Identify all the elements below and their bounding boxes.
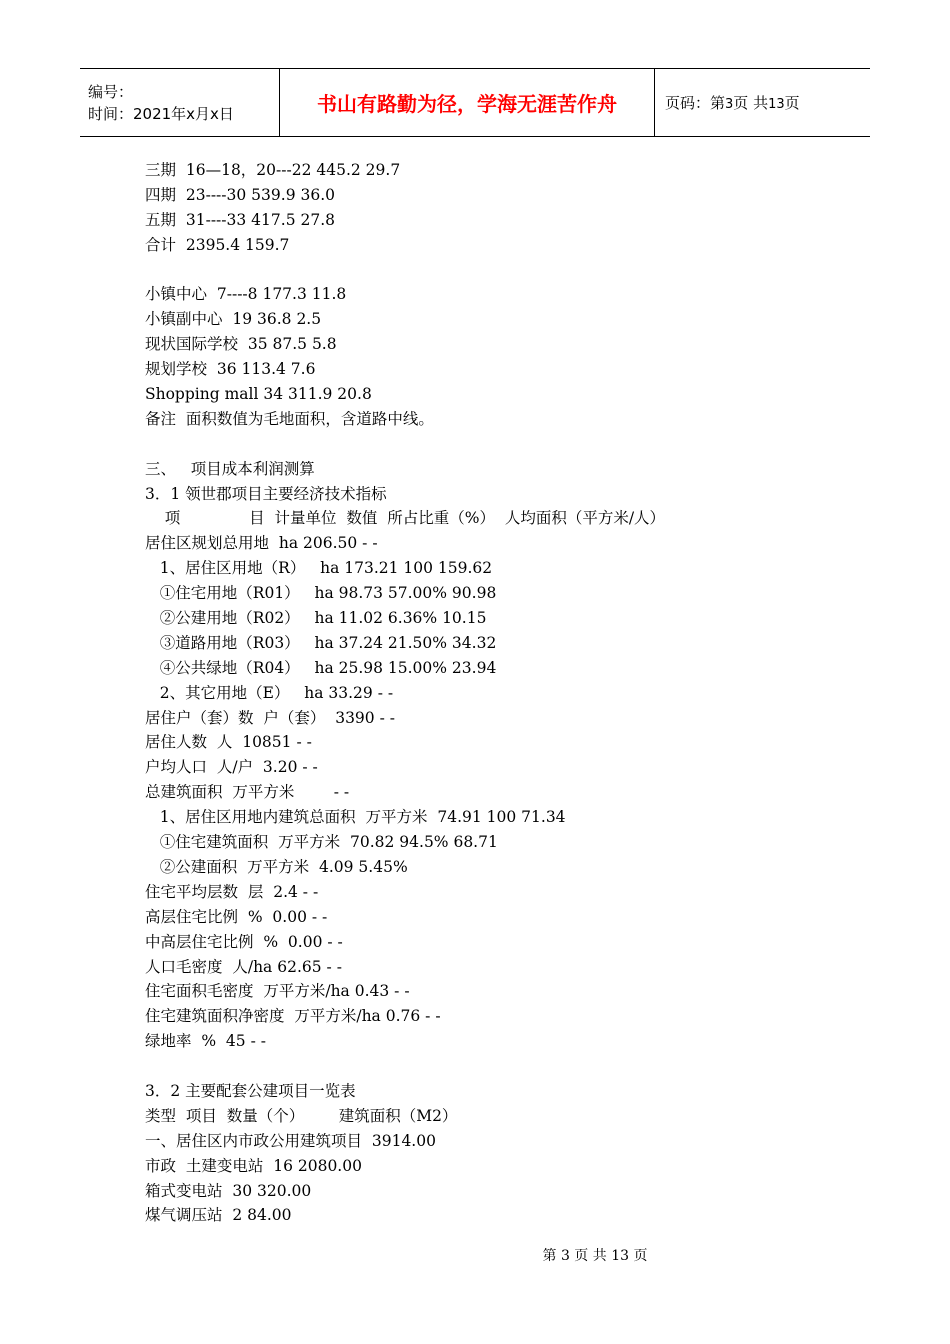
text-line: 三期 16—18，20---22 445.2 29.7: [145, 161, 401, 179]
text-line: 小镇副中心 19 36.8 2.5: [145, 310, 322, 329]
text-line: [145, 432, 845, 457]
text-line: 五期 31----33 417.5 27.8: [145, 210, 335, 229]
text-line: ②公建面积 万平方米 4.09 5.45%: [145, 857, 408, 876]
text-line: ①住宅建筑面积 万平方米 70.82 94.5% 68.71: [145, 833, 498, 852]
text-line: 户均人口 人/户 3.20 - -: [145, 758, 318, 777]
text-line: 居住区规划总用地 ha 206.50 - -: [145, 534, 378, 553]
text-line: ②公建用地（R02） ha 11.02 6.36% 10.15: [145, 609, 487, 628]
text-line: 备注 面积数值为毛地面积，含道路中线。: [145, 409, 434, 428]
text-line: 煤气调压站 2 84.00: [145, 1206, 292, 1225]
text-line: 三、 项目成本利润测算: [145, 459, 315, 478]
page-prefix: 页码：第: [665, 94, 726, 112]
text-line: 总建筑面积 万平方米 - -: [145, 783, 350, 802]
text-line: 高层住宅比例 % 0.00 - -: [145, 907, 328, 926]
text-line: 现状国际学校 35 87.5 5.8: [145, 335, 337, 354]
text-line: 居住人数 人 10851 - -: [145, 733, 312, 752]
page-header: [80, 68, 870, 137]
page-total: 13: [768, 97, 785, 112]
text-line: 市政 土建变电站 16 2080.00: [145, 1156, 362, 1175]
text-line: Shopping mall 34 311.9 20.8: [145, 385, 372, 404]
text-line: 四期 23----30 539.9 36.0: [145, 185, 335, 204]
text-line: 类型 项目 数量（个） 建筑面积（M2）: [145, 1106, 458, 1125]
page-current: 3: [725, 97, 734, 112]
text-line: 项 目 计量单位 数值 所占比重（%） 人均面积（平方米/人）: [145, 509, 666, 528]
code-label: 编号：: [88, 82, 134, 101]
text-line: ④公共绿地（R04） ha 25.98 15.00% 23.94: [145, 658, 497, 677]
document-body: [145, 158, 845, 1228]
page-footer: [0, 1245, 950, 1265]
text-line: 箱式变电站 30 320.00: [145, 1181, 312, 1200]
time-label: 时间：2021年x月x日: [88, 104, 234, 123]
text-line: 1、居住区用地（R） ha 173.21 100 159.62: [145, 559, 493, 578]
text-line: 居住户（套）数 户（套） 3390 - -: [145, 708, 395, 727]
page-number: [665, 92, 870, 113]
text-line: 规划学校 36 113.4 7.6: [145, 360, 316, 379]
text-line: 住宅平均层数 层 2.4 - -: [145, 882, 319, 901]
header-meta: [80, 69, 280, 136]
text-line: 中高层住宅比例 % 0.00 - -: [145, 932, 343, 951]
text-line: 人口毛密度 人/ha 62.65 - -: [145, 957, 342, 976]
text-line: 绿地率 % 45 - -: [145, 1032, 266, 1051]
text-line: 1、居住区用地内建筑总面积 万平方米 74.91 100 71.34: [145, 808, 566, 827]
text-line: ③道路用地（R03） ha 37.24 21.50% 34.32: [145, 633, 497, 652]
text-line: 小镇中心 7----8 177.3 11.8: [145, 285, 347, 304]
text-line: 合计 2395.4 159.7: [145, 235, 290, 254]
text-line: ①住宅用地（R01） ha 98.73 57.00% 90.98: [145, 584, 497, 603]
text-line: [145, 258, 845, 283]
page-suffix: 页: [784, 94, 800, 112]
text-line: [145, 1054, 845, 1079]
text-line: 3．2 主要配套公建项目一览表: [145, 1081, 356, 1100]
text-line: 住宅建筑面积净密度 万平方米/ha 0.76 - -: [145, 1007, 441, 1026]
text-line: 3．1 领世郡项目主要经济技术指标: [145, 484, 387, 503]
motto-text: 书山有路勤为径，学海无涯苦作舟: [317, 92, 617, 116]
text-line: 一、居住区内市政公用建筑项目 3914.00: [145, 1131, 436, 1150]
text-line: 2、其它用地（E） ha 33.29 - -: [145, 683, 394, 702]
text-line: 住宅面积毛密度 万平方米/ha 0.43 - -: [145, 982, 410, 1001]
page-mid: 页 共: [733, 94, 769, 112]
header-page-info: [655, 69, 870, 136]
header-motto: [280, 69, 655, 136]
footer-text: 第 3 页 共 13 页: [542, 1248, 648, 1264]
